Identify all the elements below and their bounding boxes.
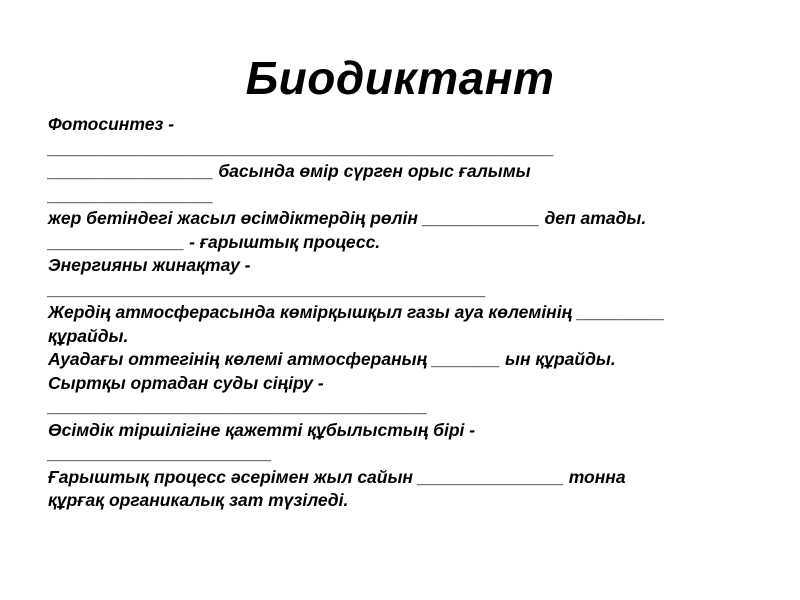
dictation-line: Сыртқы ортадан суды сіңіру - [48,372,324,393]
answer-blank-line: _________________ [48,184,214,205]
dictation-line: жер бетіндегі жасыл өсімдіктердің рөлін ____________ деп атады. [48,208,647,228]
answer-blank-line: _______________________________________ [48,396,428,416]
dictation-body [48,113,763,513]
dictation-line: Жердің атмосферасында көмірқышқыл газы ауа көлемінің _________ [48,302,665,322]
dictation-line: құрғақ органикалық зат түзіледі. [48,490,349,510]
dictation-line: Фотосинтез - [48,114,175,134]
answer-blank-line: ____________________________________________________ [48,137,555,158]
dictation-line: Энергияны жинақтау - [48,255,251,275]
dictation-line: ______________ - ғарыштық процесс. [48,231,381,252]
dictation-line: _________________ басында өмір сүрген орыс ғалымы [48,161,531,181]
answer-blank-line: _____________________________________________ [48,278,486,299]
dictation-line: Ауадағы оттегінің көлемі атмосфераның _______ ын құрайды. [48,349,616,369]
dictation-line: Ғарыштық процесс әсерімен жыл сайын _______________ тонна [48,466,626,487]
answer-blank-line: _______________________ [48,443,272,463]
dictation-line: құрайды. [48,325,129,346]
dictation-line: Өсімдік тіршілігіне қажетті құбылыстың бірі - [48,419,476,440]
slide-title: Биодиктант [245,52,555,104]
